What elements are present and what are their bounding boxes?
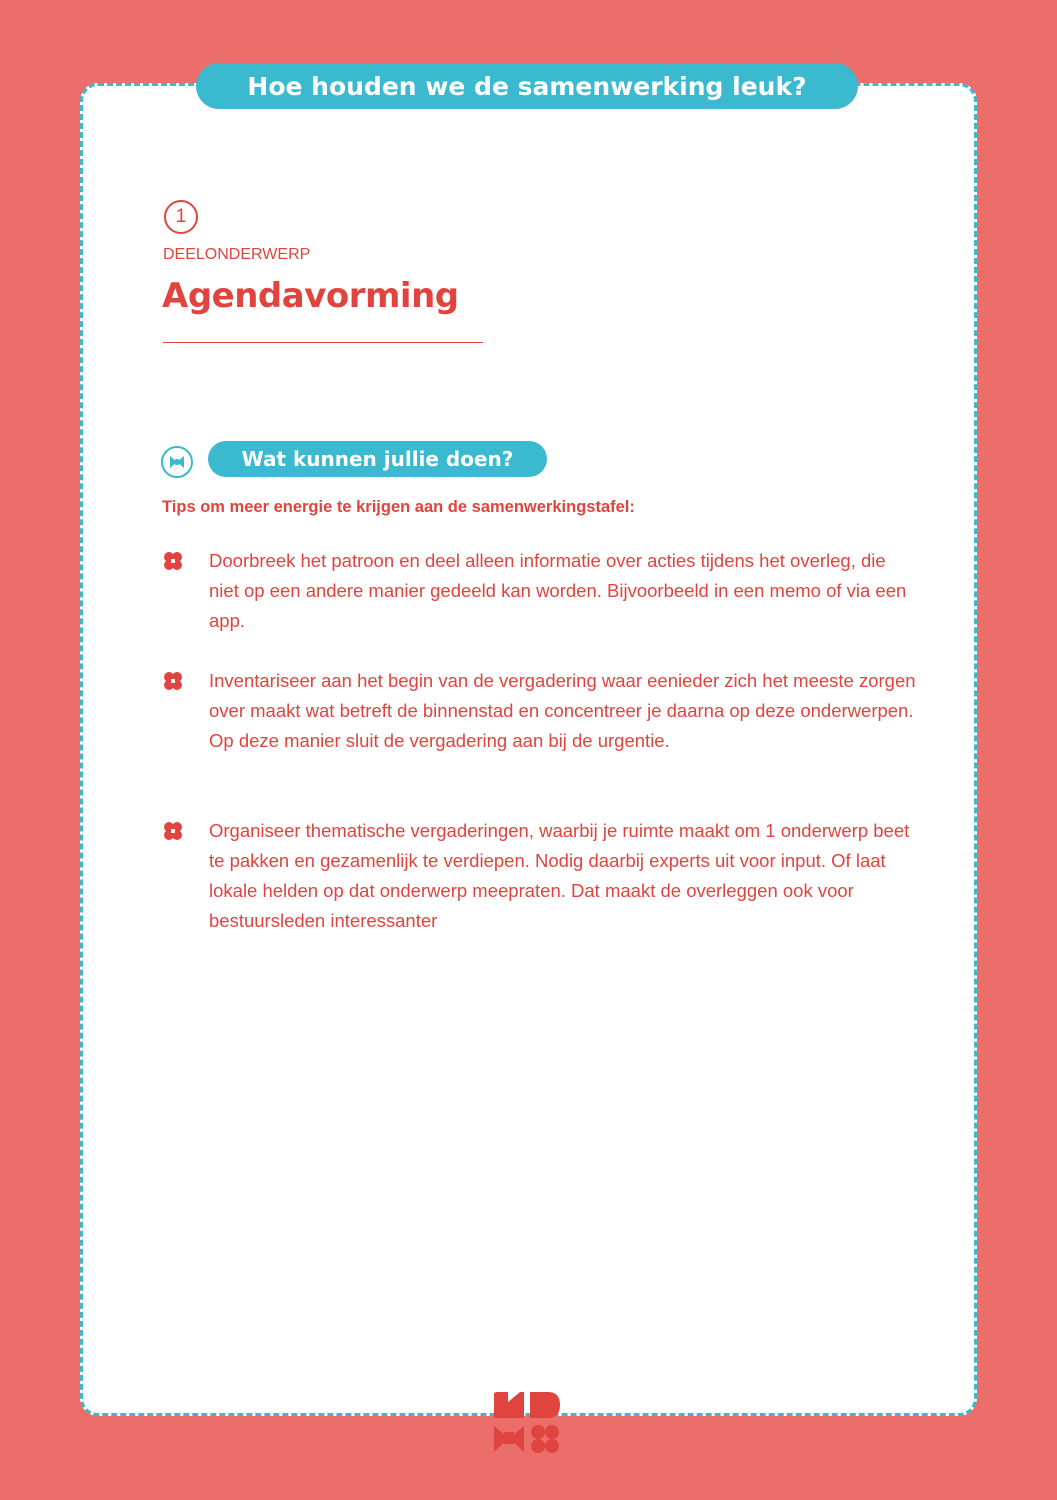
list-item [163,666,923,756]
tip-text: Organiseer thematische vergaderingen, waarbij je ruimte maakt om 1 onderwerp beet te pakken en gezamenlijk te verdiepen. Nodig daarbij experts uit voor input. Of laat lokale helden op dat onderwerp meepraten. Dat maakt de overleggen ook voor bestuursleden interessanter [209,820,910,931]
subtopic-label: DEELONDERWERP [163,246,311,263]
brand-logo [492,1390,562,1456]
bowtie-icon [161,446,193,478]
list-item [163,816,923,936]
list-item [163,546,923,636]
intro-text: Tips om meer energie te krijgen aan de samenwerkingstafel: [162,498,635,516]
tip-text: Inventariseer aan het begin van de vergadering waar eenieder zich het meeste zorgen over maakt wat betreft de binnenstad en concentreer je daarna op deze onderwerpen. Op deze manier sluit de vergadering aan bij de urgentie. [209,670,916,751]
section-title: Wat kunnen jullie doen? [208,441,547,477]
clover-icon [163,671,183,691]
header-title: Hoe houden we de samenwerking leuk? [196,63,858,109]
page-title: Agendavorming [162,276,459,316]
tip-text: Doorbreek het patroon en deel alleen informatie over acties tijdens het overleg, die niet op een andere manier gedeeld kan worden. Bijvoorbeeld in een memo of via een app. [209,550,907,631]
title-divider [163,342,483,343]
subtopic-number: 1 [164,200,198,234]
clover-icon [163,551,183,571]
clover-icon [163,821,183,841]
